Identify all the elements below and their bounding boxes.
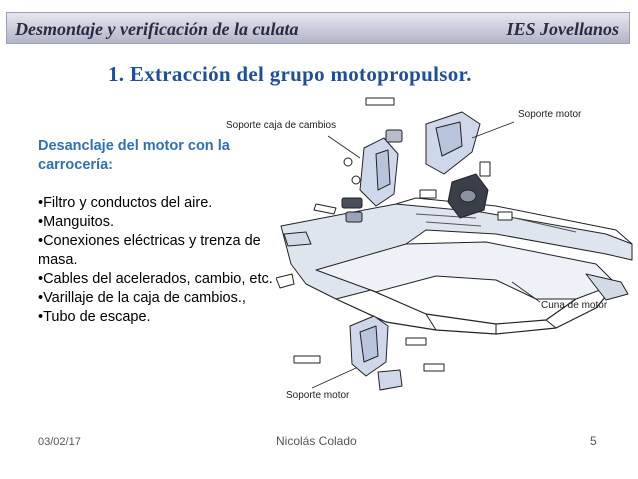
bullet-item: • Manguitos. (38, 213, 278, 232)
subframe-illustration (281, 198, 632, 334)
bullet-item: • Filtro y conductos del aire. (38, 194, 278, 213)
header-right-title: IES Jovellanos (506, 19, 619, 39)
header-left-title: Desmontaje y verificación de la culata (15, 19, 299, 39)
engine-subframe-diagram (276, 94, 638, 408)
header-bar (6, 12, 630, 44)
bullet-list (38, 194, 278, 327)
slide-title: 1. Extracción del grupo motopropulsor. (108, 62, 472, 86)
label-subframe: Cuna de motor (541, 300, 608, 311)
bullet-item: • Tubo de escape. (38, 308, 278, 327)
footer-date: 03/02/17 (38, 436, 81, 448)
leader-gearbox-mount (328, 136, 360, 158)
bullet-item: • Cables del acelerados, cambio, etc. (38, 270, 278, 289)
label-engine-mount-bottom: Soporte motor (286, 390, 350, 401)
page-number: 5 (590, 434, 597, 448)
footer-author: Nicolás Colado (276, 434, 357, 448)
leader-engine-mount-bottom (312, 368, 356, 388)
label-gearbox-mount: Soporte caja de cambios (226, 120, 337, 131)
content-subheading: Desanclaje del motor con la carrocería: (38, 138, 230, 173)
content-block (38, 137, 278, 327)
bullet-item: • Conexiones eléctricas y trenza de masa. (38, 232, 278, 270)
bullet-item: • Varillaje de la caja de cambios., (38, 289, 278, 308)
label-engine-mount-top: Soporte motor (518, 109, 582, 120)
